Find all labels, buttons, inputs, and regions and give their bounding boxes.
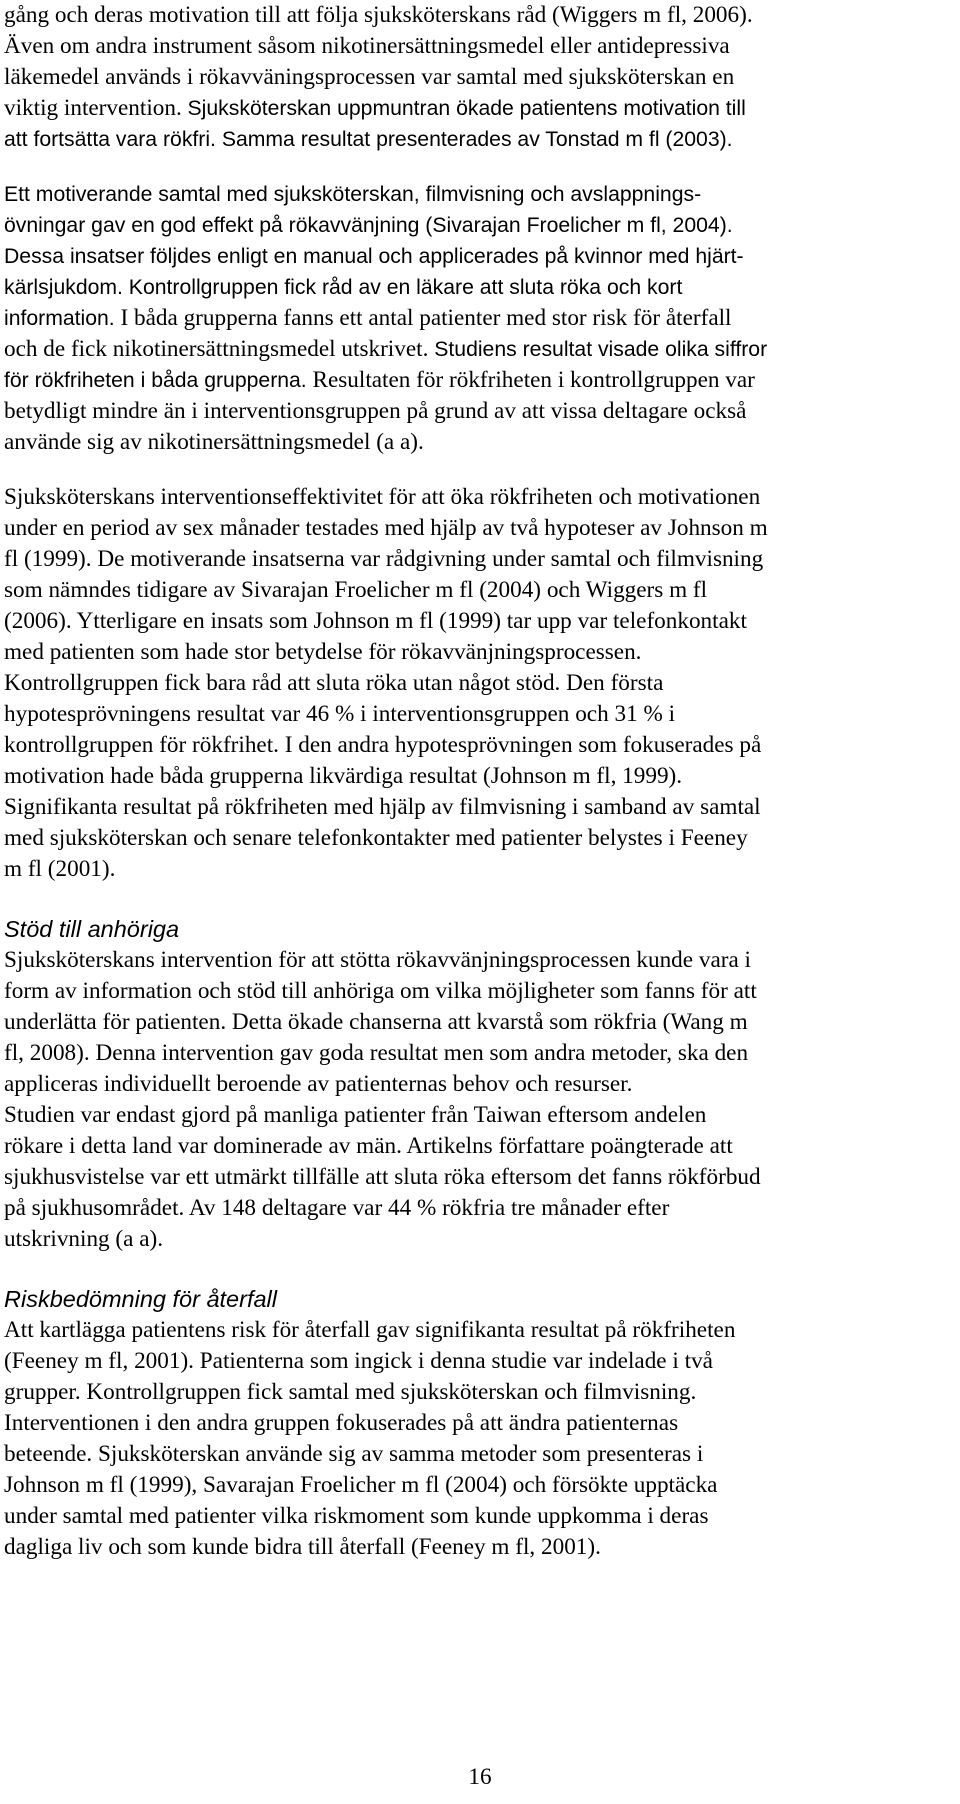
text-segment: för rökfriheten i båda grupperna. <box>4 369 307 392</box>
text-line: med sjuksköterskan och senare telefonkontakter med patienter belystes i Feeney <box>4 825 748 851</box>
text-line-mixed <box>4 334 950 365</box>
text-line: Dessa insatser följdes enligt en manual och applicerades på kvinnor med hjärt- <box>4 245 744 268</box>
text-line: Studien var endast gjord på manliga patienter från Taiwan eftersom andelen <box>4 1102 707 1128</box>
text-line: Sjuksköterskans interventionseffektivitet för att öka rökfriheten och motivationen <box>4 484 761 510</box>
text-line: fl, 2008). Denna intervention gav goda resultat men som andra metoder, ska den <box>4 1040 749 1066</box>
text-line: (Feeney m fl, 2001). Patienterna som ingick i denna studie var indelade i två <box>4 1348 713 1374</box>
text-line: m fl (2001). <box>4 856 116 882</box>
text-line: under samtal med patienter vilka riskmoment som kunde uppkomma i deras <box>4 1503 709 1529</box>
section-gap <box>4 885 950 914</box>
text-line: rökare i detta land var dominerade av män. Artikelns författare poängterade att <box>4 1133 733 1159</box>
section-heading-riskbedomning: Riskbedömning för återfall <box>4 1286 277 1312</box>
paragraph-intervention-effectiveness <box>4 482 950 885</box>
text-line-mixed <box>4 93 950 124</box>
text-line: som nämndes tidigare av Sivarajan Froelicher m fl (2004) och Wiggers m fl <box>4 577 708 603</box>
text-line: gång och deras motivation till att följa sjuksköterskans råd (Wiggers m fl, 2006). <box>4 2 753 28</box>
text-segment: information. <box>4 307 115 330</box>
text-segment: och de fick nikotinersättningsmedel utskrivet. <box>4 336 429 362</box>
text-line: motivation hade båda grupperna likvärdiga resultat (Johnson m fl, 1999). <box>4 763 683 789</box>
text-line: Ett motiverande samtal med sjuksköterskan, filmvisning och avslappnings- <box>4 183 702 206</box>
text-line: Johnson m fl (1999), Savarajan Froelicher m fl (2004) och försökte upptäcka <box>4 1472 718 1498</box>
section-gap <box>4 1255 950 1284</box>
text-line: beteende. Sjuksköterskan använde sig av samma metoder som presenteras i <box>4 1441 704 1467</box>
text-line: grupper. Kontrollgruppen fick samtal med sjuksköterskan och filmvisning. <box>4 1379 697 1405</box>
text-line: Att kartlägga patientens risk för återfall gav signifikanta resultat på rökfriheten <box>4 1317 736 1343</box>
paragraph-gap <box>4 155 950 179</box>
text-line-mixed <box>4 365 950 396</box>
text-line: kontrollgruppen för rökfrihet. I den andra hypotesprövningen som fokuserades på <box>4 732 762 758</box>
text-line: kärlsjukdom. Kontrollgruppen fick råd av en läkare att sluta röka och kort <box>4 276 683 299</box>
text-line: på sjukhusområdet. Av 148 deltagare var 44 % rökfria tre månader efter <box>4 1195 670 1221</box>
text-line: sjukhusvistelse var ett utmärkt tillfälle att sluta röka eftersom det fanns rökförbud <box>4 1164 761 1190</box>
text-line: fl (1999). De motiverande insatserna var rådgivning under samtal och filmvisning <box>4 546 764 572</box>
text-line: appliceras individuellt beroende av patienternas behov och resurser. <box>4 1071 633 1097</box>
text-line: Signifikanta resultat på rökfriheten med hjälp av filmvisning i samband av samtal <box>4 794 761 820</box>
text-segment: Studiens resultat visade olika siffror <box>428 338 768 361</box>
text-line: form av information och stöd till anhöriga om vilka möjligheter som fanns för att <box>4 978 757 1004</box>
text-line: att fortsätta vara rökfri. Samma resultat presenterades av Tonstad m fl (2003). <box>4 128 733 151</box>
text-line: under en period av sex månader testades med hjälp av två hypoteser av Johnson m <box>4 515 768 541</box>
document-page <box>4 0 950 1563</box>
text-line-mixed <box>4 303 950 334</box>
text-segment: I båda grupperna fanns ett antal patienter med stor risk för återfall <box>120 305 732 331</box>
text-line: betydligt mindre än i interventionsgruppen på grund av att vissa deltagare också <box>4 398 747 424</box>
text-line: utskrivning (a a). <box>4 1226 164 1252</box>
paragraph-family-support <box>4 945 950 1255</box>
text-line: använde sig av nikotinersättningsmedel (a a). <box>4 429 424 455</box>
text-segment: Resultaten för rökfriheten i kontrollgruppen var <box>306 367 755 393</box>
text-line: dagliga liv och som kunde bidra till återfall (Feeney m fl, 2001). <box>4 1534 601 1560</box>
text-line: med patienten som hade stor betydelse för rökavvänjningsprocessen. <box>4 639 642 665</box>
page-number: 16 <box>468 1764 492 1790</box>
text-line: (2006). Ytterligare en insats som Johnson m fl (1999) tar upp var telefonkontakt <box>4 608 747 634</box>
text-segment: Sjuksköterskan uppmuntran ökade patientens motivation till <box>187 97 746 120</box>
paragraph-relapse-risk <box>4 1315 950 1563</box>
section-heading-stod-till-anhoriga: Stöd till anhöriga <box>4 916 180 942</box>
paragraph-motivational-talk <box>4 179 950 458</box>
text-line: Även om andra instrument såsom nikotinersättningsmedel eller antidepressiva <box>4 33 730 59</box>
text-line: Sjuksköterskans intervention för att stötta rökavvänjningsprocessen kunde vara i <box>4 947 751 973</box>
text-segment: viktig intervention. <box>4 95 188 121</box>
paragraph-motivation <box>4 0 950 155</box>
text-line: Interventionen i den andra gruppen fokuserades på att ändra patienternas <box>4 1410 679 1436</box>
text-line: Kontrollgruppen fick bara råd att sluta röka utan något stöd. Den första <box>4 670 664 696</box>
text-line: underlätta för patienten. Detta ökade chanserna att kvarstå som rökfria (Wang m <box>4 1009 748 1035</box>
text-line: övningar gav en god effekt på rökavvänjning (Sivarajan Froelicher m fl, 2004). <box>4 214 733 237</box>
paragraph-gap <box>4 458 950 482</box>
text-line: hypotesprövningens resultat var 46 % i interventionsgruppen och 31 % i <box>4 701 676 727</box>
text-line: läkemedel används i rökavväningsprocessen var samtal med sjuksköterskan en <box>4 64 735 90</box>
